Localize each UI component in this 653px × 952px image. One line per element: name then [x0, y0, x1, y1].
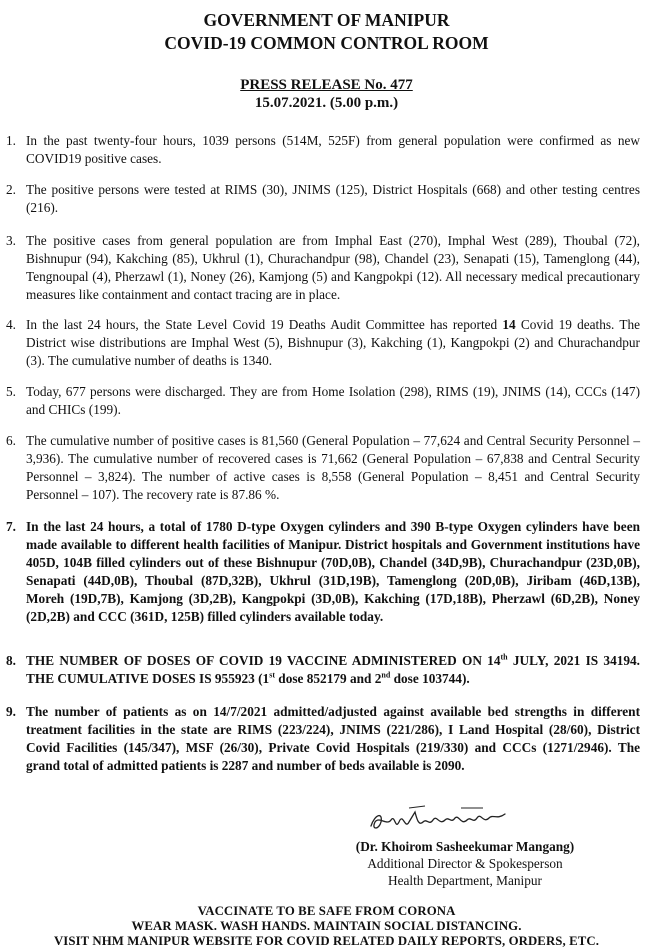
vaccine-text-b: JULY, 2021 IS 34194. THE CUMULATIVE DOSES IS 955923 (1: [26, 653, 640, 686]
press-release-label: PRESS RELEASE No. 477: [240, 77, 413, 93]
item-number: 5.: [6, 384, 16, 399]
item-text: [26, 652, 640, 688]
control-room-title: COVID-19 COMMON CONTROL ROOM: [164, 33, 489, 53]
item-text: Today, 677 persons were discharged. They are from Home Isolation (298), RIMS (19), JNIMS (14), CCCs (147) and CHICs (199).: [26, 384, 640, 417]
press-release-number: [0, 76, 653, 94]
item-text: The cumulative number of positive cases is 81,560 (General Population – 77,624 and Central Security Personnel – 3,936). The cumulative number of recovered cases is 71,662 (General Population – 67,838 and Central Security Personnel – 3,824). The number of active cases is 8,558 (General Population – 8,451 and Central Security Personnel – 107). The recovery rate is 87.86 %.: [26, 433, 640, 502]
item-number: 8.: [6, 653, 16, 668]
item-text-post: Covid 19 deaths. The District wise distributions are Imphal West (5), Bishnupur (3), Kakching (1), Kangpokpi (2) and Churachandpur (3). The cumulative number of deaths is 1340.: [26, 317, 640, 368]
signatory-department: Health Department, Manipur: [388, 873, 542, 888]
item-number: 3.: [6, 233, 16, 248]
item-number: 2.: [6, 182, 16, 197]
item-text: The positive persons were tested at RIMS (30), JNIMS (125), District Hospitals (668) and other testing centres (216).: [26, 182, 640, 215]
item-number: 7.: [6, 519, 16, 534]
superscript: nd: [381, 670, 391, 680]
superscript: st: [269, 670, 275, 680]
item-number: 9.: [6, 704, 16, 719]
item-number: 4.: [6, 317, 16, 332]
signatory-name: (Dr. Khoirom Sasheekumar Mangang): [355, 839, 575, 854]
govt-title: GOVERNMENT OF MANIPUR: [203, 10, 450, 30]
release-date: 15.07.2021. (5.00 p.m.): [254, 95, 399, 111]
vaccine-text-d: dose 103744).: [390, 671, 470, 686]
item-text: The positive cases from general population are from Imphal East (270), Imphal West (289), Thoubal (72), Bishnupur (94), Kakching (85), Ukhrul (1), Churachandpur (98), Chandel (23), Senapati (15), Tamenglong (44), Tengnoupal (4), Pherzawl (1), Noney (26), Kamjong (5) and Kangpokpi (12). All necessary medical precautionary measures like containment and contact tracing are in place.: [26, 233, 640, 302]
vaccine-text-c: dose 852179 and 2: [274, 671, 382, 686]
item-text: In the past twenty-four hours, 1039 persons (514M, 525F) from general population were confirmed as new COVID19 positive cases.: [26, 133, 640, 166]
item-text: The number of patients as on 14/7/2021 admitted/adjusted against available bed strengths in different treatment facilities in the state are RIMS (223/224), JNIMS (221/286), I Land Hospital (28/60), District Covid Facilities (145/347), MSF (26/30), Private Covid Hospitals (219/330) and CCCs (1271/2946). The grand total of admitted patients is 2287 and number of beds available is 2090.: [26, 704, 640, 773]
signatory-title: Additional Director & Spokesperson: [367, 856, 563, 871]
item-text: [26, 316, 640, 370]
item-text: In the last 24 hours, a total of 1780 D-type Oxygen cylinders and 390 B-type Oxygen cylinders have been made available to different health facilities of Manipur. District hospitals and Government institutions have 405D, 104B filled cylinders out of these Bishnupur (70D,0B), Chandel (34D,9B), Churachandpur (23D,0B), Senapati (44D,0B), Thoubal (87D,32B), Ukhrul (31D,19B), Tamenglong (20D,0B), Jiribam (46D,13B), Moreh (19D,7B), Kamjong (3D,2B), Kangpokpi (3D,0B), Kakching (17D,18B), Pherzawl (6D,2B), Noney (2D,2B) and CCC (361D, 125B) filled cylinders available today.: [26, 519, 640, 624]
item-number: 6.: [6, 433, 16, 448]
vaccine-text-a: THE NUMBER OF DOSES OF COVID 19 VACCINE ADMINISTERED ON 14: [26, 653, 501, 668]
footer-line-2: WEAR MASK. WASH HANDS. MAINTAIN SOCIAL DISTANCING.: [131, 919, 522, 933]
footer-line-1: VACCINATE TO BE SAFE FROM CORONA: [197, 904, 456, 918]
item-text-pre: In the last 24 hours, the State Level Covid 19 Deaths Audit Committee has reported: [26, 317, 503, 332]
signature-image: [365, 800, 515, 836]
superscript: th: [500, 652, 508, 662]
footer-line-3: VISIT NHM MANIPUR WEBSITE FOR COVID RELATED DAILY REPORTS, ORDERS, ETC.: [53, 934, 600, 948]
item-number: 1.: [6, 133, 16, 148]
deaths-count: 14: [502, 317, 516, 332]
